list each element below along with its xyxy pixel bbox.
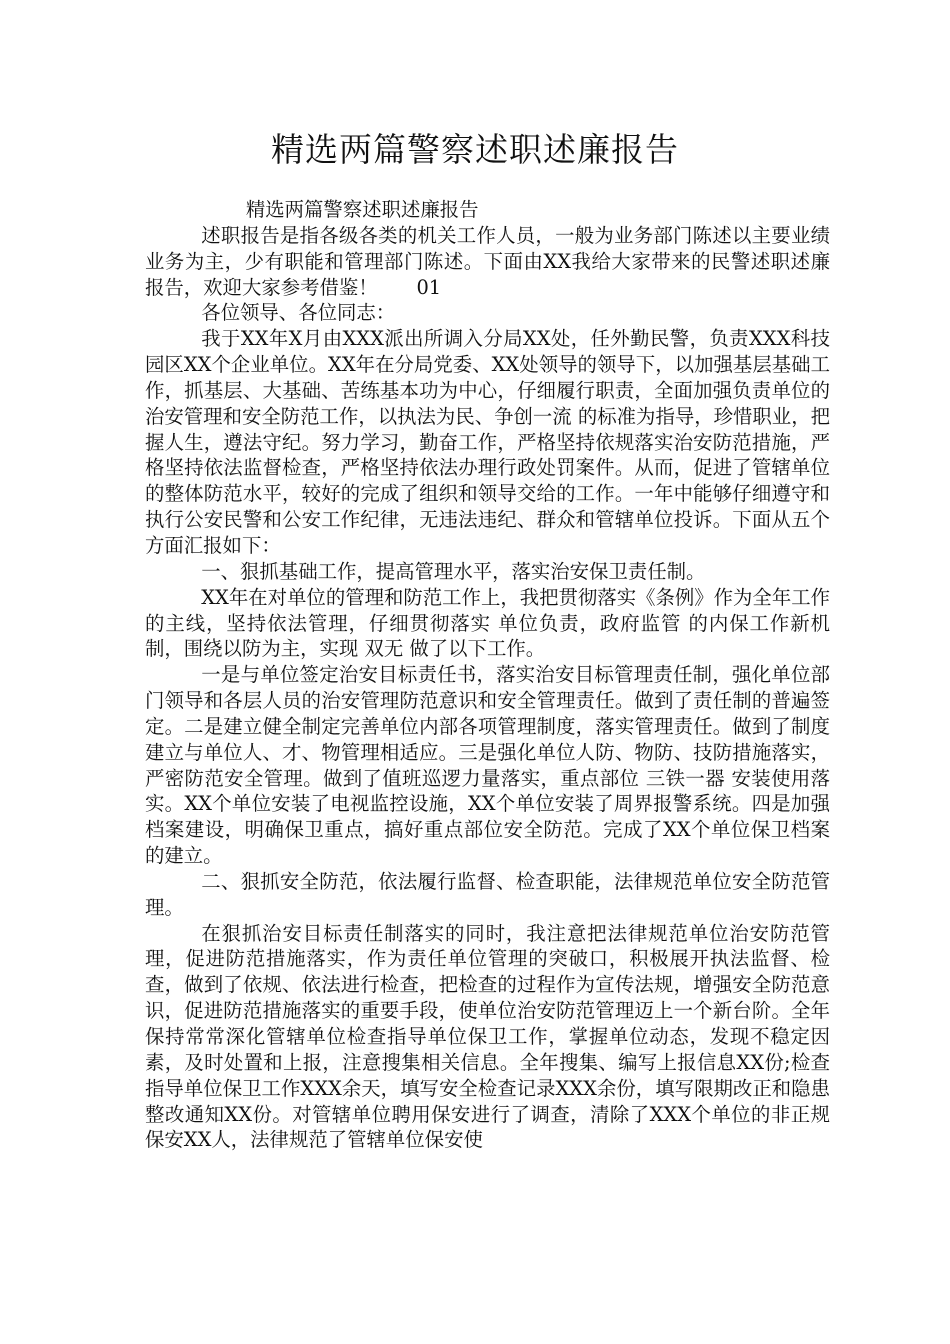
- document-subtitle: 精选两篇警察述职述廉报告: [245, 198, 479, 221]
- intro-paragraph: 述职报告是指各级各类的机关工作人员，一般为业务部门陈述以主要业绩业务为主，少有职能和管理部门陈述。下面由XX我给大家带来的民警述职述廉报告，欢迎大家参考借鉴！ 01: [145, 223, 830, 299]
- document-body: [145, 197, 830, 1153]
- section-heading: 二、狠抓安全防范，依法履行监督、检查职能，法律规范单位安全防范管理。: [145, 869, 830, 919]
- salutation: 各位领导、各位同志：: [201, 301, 396, 325]
- body-paragraph: 在狠抓治安目标责任制落实的同时，我注意把法律规范单位治安防范管理，促进防范措施落实，作为责任单位管理的突破口，积极展开执法监督、检查，做到了依规、依法进行检查，把检查的过程作为宣传法规，增强安全防范意识，促进防范措施落实的重要手段，使单位治安防范管理迈上一个新台阶。全年保持常常深化管辖单位检查指导单位保卫工作，掌握单位动态，发现不稳定因素，及时处置和上报，注意搜集相关信息。全年搜集、编写上报信息XX份;检查指导单位保卫工作XXX余天，填写安全检查记录XXX余份，填写限期改正和隐患整改通知XX份。对管辖单位聘用保安进行了调查，清除了XXX个单位的非正规保安XX人，法律规范了管辖单位保安使: [145, 921, 830, 1152]
- section-heading: 一、狠抓基础工作，提高管理水平，落实治安保卫责任制。: [201, 559, 706, 583]
- document-title: 精选两篇警察述职述廉报告: [271, 130, 679, 169]
- body-paragraph: 一是与单位签定治安目标责任书，落实治安目标管理责任制，强化单位部门领导和各层人员的治安管理防范意识和安全管理责任。做到了责任制的普遍签定。二是建立健全制定完善单位内部各项管理制度，落实管理责任。做到了制度建立与单位人、才、物管理相适应。三是强化单位人防、物防、技防措施落实，严密防范安全管理。做到了值班巡逻力量落实，重点部位 三铁一器 安装使用落实。XX个单位安装了电视监控设施，XX个单位安装了周界报警系统。四是加强档案建设，明确保卫重点，搞好重点部位安全防范。完成了XX个单位保卫档案的建立。: [145, 663, 830, 868]
- body-paragraph: XX年在对单位的管理和防范工作上，我把贯彻落实《条例》作为全年工作的主线，坚持依法管理，仔细贯彻落实 单位负责，政府监管 的内保工作新机制，围绕以防为主，实现 双无 做了以下工作。: [145, 585, 830, 661]
- body-paragraph: 我于XX年X月由XXX派出所调入分局XX处，任外勤民警，负责XXX科技园区XX个企业单位。XX年在分局党委、XX处领导的领导下，以加强基层基础工作，抓基层、大基础、苦练基本功为中心，仔细履行职责，全面加强负责单位的治安管理和安全防范工作，以执法为民、争创一流 的标准为指导，珍惜职业，把握人生，遵法守纪。努力学习，勤奋工作，严格坚持依规落实治安防范措施，严格坚持依法监督检查，严格坚持依法办理行政处罚案件。从而，促进了管辖单位的整体防范水平，较好的完成了组织和领导交给的工作。一年中能够仔细遵守和执行公安民警和公安工作纪律，无违法违纪、群众和管辖单位投诉。下面从五个方面汇报如下：: [145, 327, 830, 557]
